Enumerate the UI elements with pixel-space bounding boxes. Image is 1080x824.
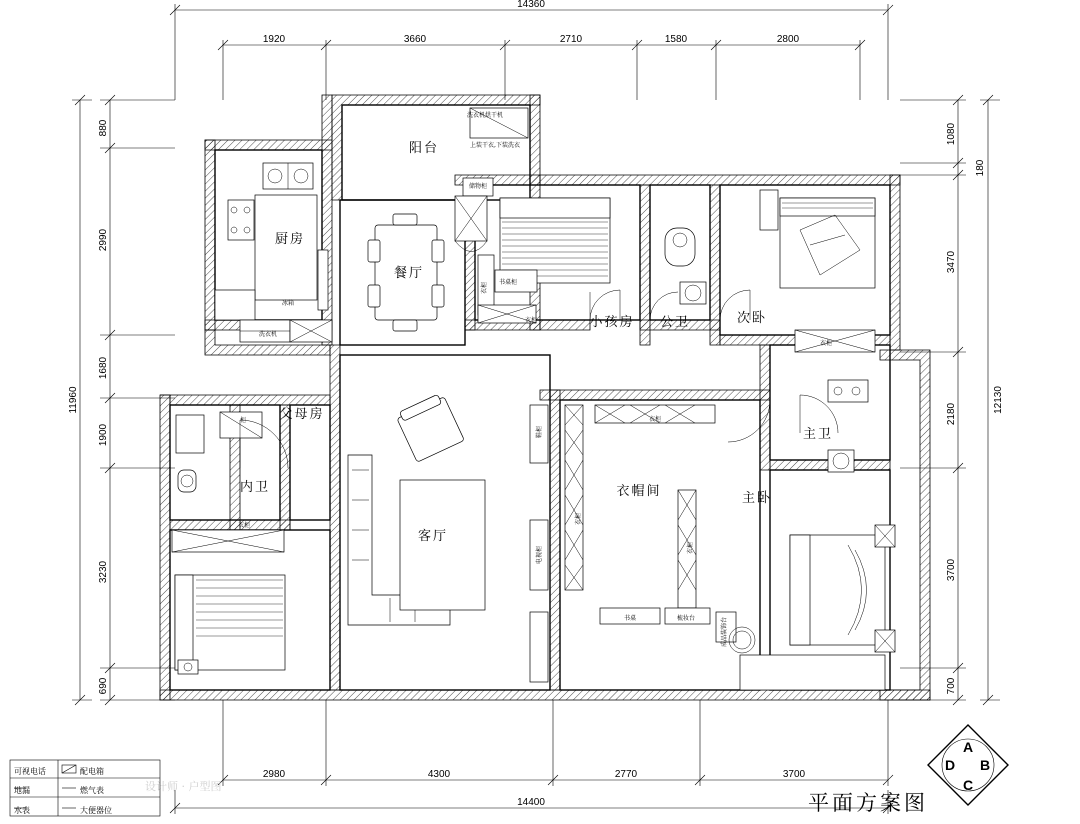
dimension-left	[72, 95, 175, 705]
public-bath-fixtures	[650, 228, 706, 320]
dim-left-3: 1900	[98, 423, 109, 447]
room-label-master-bedroom: 主卧	[741, 491, 773, 506]
legend-label-5: 大便器位	[80, 806, 112, 815]
legend-label-3: 燃气表	[80, 786, 104, 795]
dim-bottom-0: 2980	[262, 769, 286, 780]
dim-left-1: 2990	[98, 228, 109, 252]
dim-top-0: 1920	[262, 34, 286, 45]
dim-bottom-2: 2770	[614, 769, 638, 780]
dim-labels-top	[263, 0, 800, 45]
label-wardrobe-4: 衣柜	[237, 522, 251, 529]
dimension-top-overall	[170, 4, 893, 100]
entry-cabinets	[530, 405, 548, 682]
room-label-parents-room: 父母房	[279, 407, 325, 422]
living-room-furniture	[348, 392, 485, 625]
label-wardrobe-3: 衣柜	[819, 340, 833, 347]
room-label-kitchen: 厨房	[274, 232, 306, 247]
dim-left-4: 3230	[98, 560, 109, 584]
dim-left-0: 880	[98, 119, 109, 137]
legend-label-1: 配电箱	[80, 767, 104, 776]
room-label-inner-bath: 内卫	[239, 480, 271, 495]
legend-label-4: 水表	[14, 806, 30, 815]
dim-right-5: 700	[946, 677, 957, 695]
room-label-dining: 餐厅	[393, 266, 425, 281]
legend-label-0: 可视电话	[14, 767, 46, 776]
dim-top-3: 1580	[664, 34, 688, 45]
master-bath-fixtures	[800, 380, 868, 472]
label-decor-stand: 成品装饰台	[721, 616, 728, 648]
second-bedroom-furniture	[720, 190, 875, 352]
dim-top-2: 2710	[559, 34, 583, 45]
child-bedroom-furniture	[478, 198, 620, 323]
dim-left-5: 690	[98, 677, 109, 695]
label-washing-machine: 洗衣机	[258, 331, 278, 338]
dim-top-overall: 14360	[517, 0, 545, 10]
label-wardrobe-6: 衣柜	[687, 541, 694, 555]
label-desk-cabinet: 书桌柜	[498, 279, 518, 286]
dim-right-overall: 12130	[993, 386, 1004, 414]
label-wardrobe-7: 衣柜	[648, 416, 662, 423]
label-wardrobe-2: 衣柜	[524, 317, 538, 324]
label-wardrobe-1: 衣柜	[481, 281, 488, 295]
compass-east: B	[979, 757, 991, 773]
label-cabinet: 柜	[239, 417, 247, 424]
dim-top-4: 2800	[776, 34, 800, 45]
dim-right-4: 3700	[946, 558, 957, 582]
legend-label-2: 地漏	[14, 786, 30, 795]
room-label-public-bath: 公卫	[659, 315, 691, 330]
room-label-closet: 衣帽间	[616, 484, 662, 499]
compass-west: D	[944, 757, 956, 773]
closet-furniture	[565, 405, 755, 653]
room-label-living: 客厅	[417, 529, 449, 544]
dim-right-1: 180	[975, 159, 986, 177]
compass-south: C	[962, 777, 974, 793]
label-vanity: 梳妆台	[676, 615, 696, 622]
dimension-top-segments	[218, 40, 865, 100]
dim-bottom-3: 3700	[782, 769, 806, 780]
dim-left-2: 1680	[98, 356, 109, 380]
label-shoe-cabinet: 鞋柜	[536, 425, 543, 439]
dim-top-1: 3660	[403, 34, 427, 45]
dimension-right	[900, 95, 1000, 705]
label-storage-cabinet: 储物柜	[468, 183, 488, 190]
dim-bottom-1: 4300	[427, 769, 451, 780]
room-label-child-bedroom: 小孩房	[589, 315, 635, 330]
drawing-title: 平面方案图	[808, 791, 928, 815]
room-label-second-bedroom: 次卧	[736, 311, 768, 326]
label-washer-dryer: 洗衣机烘干机	[466, 112, 504, 119]
legend	[10, 760, 160, 816]
dim-left-overall: 11960	[68, 386, 79, 414]
label-desk: 书桌	[623, 615, 637, 622]
compass-north: A	[962, 739, 974, 755]
room-label-master-bath: 主卫	[802, 427, 834, 442]
compass-rose	[928, 725, 1008, 805]
dim-right-2: 3470	[946, 250, 957, 274]
label-wardrobe-5: 衣柜	[575, 512, 582, 526]
watermark: 设计师 · 户型图	[145, 780, 222, 793]
label-laundry-note: 上装干衣,下装洗衣	[470, 142, 520, 149]
label-fridge: 冰箱	[281, 300, 295, 307]
room-label-balcony: 阳台	[408, 141, 440, 156]
dim-right-0: 1080	[946, 122, 957, 146]
dim-labels-bottom	[263, 769, 806, 808]
dim-right-3: 2180	[946, 402, 957, 426]
label-tv-cabinet: 电视柜	[536, 545, 543, 565]
dim-labels-left	[68, 119, 109, 694]
kitchen-fixtures	[215, 163, 332, 342]
dim-bottom-overall: 14400	[517, 797, 545, 808]
dim-labels-right	[946, 122, 1004, 694]
